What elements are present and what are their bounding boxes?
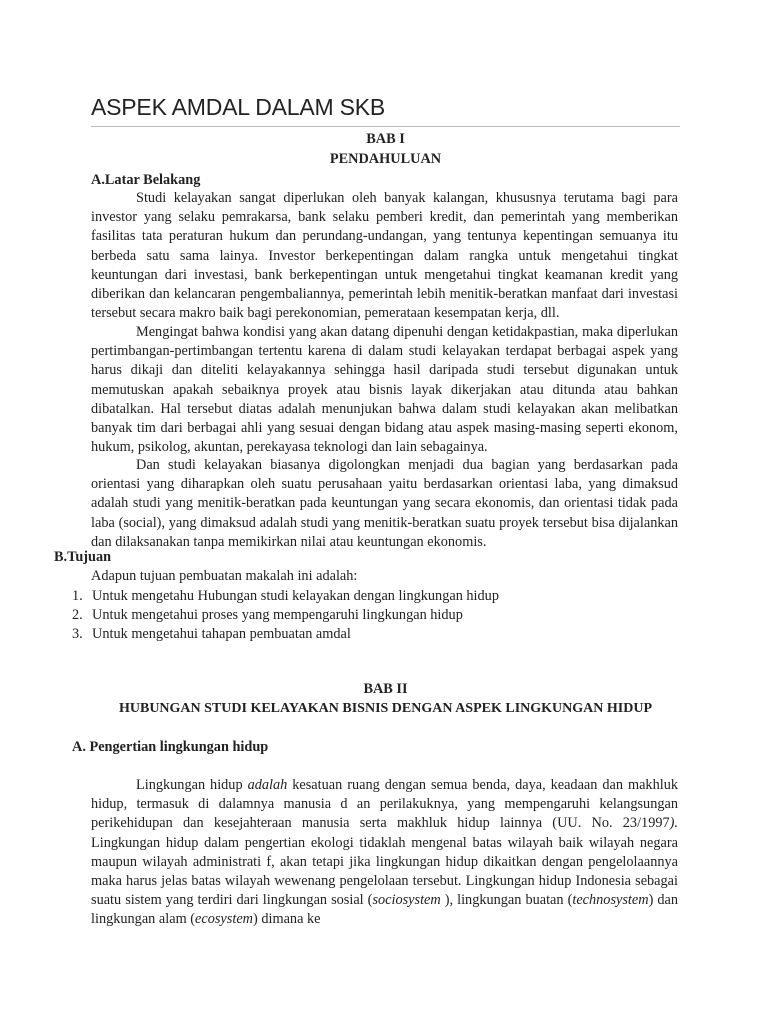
bab1-label: BAB I <box>366 131 405 147</box>
title-divider <box>91 126 680 127</box>
bab1-paragraph-1: Studi kelayakan sangat diperlukan oleh banyak kalangan, khususnya terutama bagi para investor yang selaku pemrakarsa, bank selaku pemberi kredit, dan pemerintah yang memberikan fasilitas tata peraturan hukum dan perundang-undangan, yang tentunya kepentingan semuanya itu berbeda satu sama lainya. Investor berkepentingan dalam rangka untuk mengetahui tingkat keuntungan dari investasi, bank berkepentingan untuk mengetahui tingkat keamanan kredit yang diberikan dan kelancaran pengembaliannya, pemerintah lebih menitik-beratkan manfaat dari investasi tersebut secara makro baik bagi perekonomian, pemerataan kesempatan kerja, dll. <box>91 190 678 322</box>
bab2-label: BAB II <box>363 681 408 697</box>
section-b-heading: B.Tujuan <box>54 549 112 565</box>
section-b-intro: Adapun tujuan pembuatan makalah ini adalah: <box>91 568 358 584</box>
list-item: 3. Untuk mengetahui tahapan pembuatan amdal <box>72 626 351 643</box>
bab1-title: PENDAHULUAN <box>329 151 442 167</box>
section-a-heading: A.Latar Belakang <box>91 172 201 188</box>
list-item: 2. Untuk mengetahui proses yang mempengaruhi lingkungan hidup <box>72 607 463 624</box>
list-item: 1. Untuk mengetahu Hubungan studi kelayakan dengan lingkungan hidup <box>72 588 499 604</box>
bab2-section-a-heading: A. Pengertian lingkungan hidup <box>72 739 269 755</box>
document-title: ASPEK AMDAL DALAM SKB <box>91 94 386 120</box>
tujuan-list <box>72 587 499 645</box>
bab1-paragraph-3: Dan studi kelayakan biasanya digolongkan menjadi dua bagian yang berdasarkan pada orientasi yang diharapkan oleh suatu perusahaan yaitu berdasarkan orientasi laba, yang dimaksud adalah studi yang menitik-beratkan pada keuntungan yang secara ekonomis, dan orientasi tidak pada laba (social), yang dimaksud adalah studi yang menitik-beratkan suatu proyek tersebut bisa dijalankan dan dilaksanakan tanpa memikirkan nilai atau keuntungan ekonomis. <box>91 457 678 550</box>
bab2-paragraph-1: Lingkungan hidup adalah kesatuan ruang dengan semua benda, daya, keadaan dan makhluk hidup, termasuk di dalamnya manusia d an perilakuknya, yang mempengaruhi kelangsungan perikehidupan dan kesejahteraan manusia serta makhluk hidup lainnya (UU. No. 23/1997). Lingkungan hidup dalam pengertian ekologi tidaklah mengenal batas wilayah baik wilayah negara maupun wilayah administrati f, akan tetapi jika lingkungan hidup dikaitkan dengan pengelolaannya maka harus jelas batas wilayah wewenang pengelolaan tersebut. Lingkungan hidup Indonesia sebagai suatu sistem yang terdiri dari lingkungan sosial (sociosystem ), lingkungan buatan (technosystem) dan lingkungan alam (ecosystem) dimana ke <box>91 777 678 928</box>
bab1-paragraph-2: Mengingat bahwa kondisi yang akan datang dipenuhi dengan ketidakpastian, maka diperlukan pertimbangan-pertimbangan tertentu karena di dalam studi kelayakan terdapat berbagai aspek yang harus dikaji dan diteliti kelayakannya sehingga hasil daripada studi tersebut digunakan untuk memutuskan apakah sebaiknya proyek atau bisnis layak dikerjakan atau ditunda atau bahkan dibatalkan. Hal tersebut diatas adalah menunjukan bahwa dalam studi kelayakan akan melibatkan banyak tim dari berbagai ahli yang sesuai dengan bidang atau aspek masing-masing seperti ekonom, hukum, psikolog, akuntan, perekayasa teknologi dan lain sebagainya. <box>91 324 678 456</box>
bab2-title: HUBUNGAN STUDI KELAYAKAN BISNIS DENGAN ASPEK LINGKUNGAN HIDUP <box>118 701 652 716</box>
